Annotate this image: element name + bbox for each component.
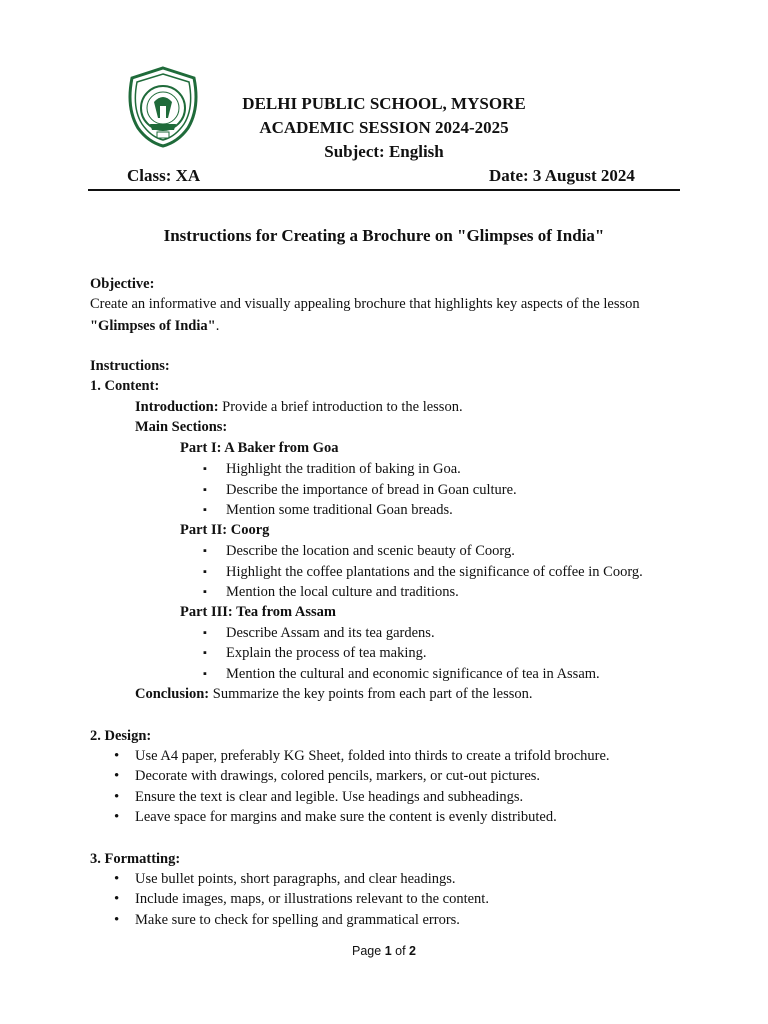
list-item: Describe Assam and its tea gardens. bbox=[226, 625, 435, 641]
bullet-icon: • bbox=[114, 809, 120, 825]
date-label: Date: 3 August 2024 bbox=[489, 166, 635, 185]
content-heading: 1. Content: bbox=[90, 378, 160, 394]
square-bullet-icon: ▪ bbox=[203, 668, 207, 680]
introduction-line bbox=[135, 398, 463, 416]
conclusion-text: Summarize the key points from each part of the lesson. bbox=[209, 686, 533, 702]
part-title: Part II: Coorg bbox=[180, 522, 270, 538]
list-item: Decorate with drawings, colored pencils, markers, or cut-out pictures. bbox=[135, 768, 541, 784]
part-title: Part III: Tea from Assam bbox=[180, 604, 337, 620]
document-title: Instructions for Creating a Brochure on "Glimpses of India" bbox=[163, 226, 605, 245]
school-name: DELHI PUBLIC SCHOOL, MYSORE bbox=[242, 94, 526, 113]
square-bullet-icon: ▪ bbox=[203, 484, 207, 496]
square-bullet-icon: ▪ bbox=[203, 463, 207, 475]
subject: Subject: English bbox=[324, 142, 444, 161]
page-word: Page bbox=[352, 944, 385, 958]
bullet-icon: • bbox=[114, 891, 120, 907]
objective-text: Create an informative and visually appealing brochure that highlights key aspects of the lesson bbox=[90, 296, 640, 312]
page-of: of bbox=[391, 944, 410, 958]
conclusion-label: Conclusion: bbox=[135, 686, 210, 702]
bullet-icon: • bbox=[114, 789, 120, 805]
conclusion-line bbox=[135, 685, 532, 703]
page-total: 2 bbox=[409, 944, 416, 958]
square-bullet-icon: ▪ bbox=[203, 586, 207, 598]
objective-heading: Objective: bbox=[90, 276, 155, 292]
main-sections-label: Main Sections: bbox=[135, 419, 228, 435]
list-item: Use A4 paper, preferably KG Sheet, folded into thirds to create a trifold brochure. bbox=[135, 748, 610, 764]
list-item: Describe the importance of bread in Goan culture. bbox=[226, 482, 517, 498]
instructions-heading: Instructions: bbox=[90, 358, 170, 374]
list-item: Explain the process of tea making. bbox=[226, 645, 427, 661]
square-bullet-icon: ▪ bbox=[203, 566, 207, 578]
square-bullet-icon: ▪ bbox=[203, 504, 207, 516]
class-label: Class: XA bbox=[127, 166, 201, 185]
introduction-label: Introduction: bbox=[135, 399, 219, 415]
design-heading: 2. Design: bbox=[90, 728, 152, 744]
list-item: Mention some traditional Goan breads. bbox=[226, 502, 453, 518]
academic-session: ACADEMIC SESSION 2024-2025 bbox=[259, 118, 509, 137]
bullet-icon: • bbox=[114, 871, 120, 887]
part-title: Part I: A Baker from Goa bbox=[180, 440, 339, 456]
header-divider bbox=[88, 189, 680, 191]
list-item: Highlight the coffee plantations and the significance of coffee in Coorg. bbox=[226, 564, 643, 580]
list-item: Include images, maps, or illustrations relevant to the content. bbox=[135, 891, 489, 907]
list-item: Highlight the tradition of baking in Goa. bbox=[226, 461, 461, 477]
list-item: Describe the location and scenic beauty of Coorg. bbox=[226, 543, 515, 559]
objective-lesson-line bbox=[90, 317, 219, 335]
square-bullet-icon: ▪ bbox=[203, 627, 207, 639]
objective-end: . bbox=[215, 318, 220, 334]
page-footer bbox=[0, 944, 768, 958]
bullet-icon: • bbox=[114, 748, 120, 764]
list-item: Make sure to check for spelling and grammatical errors. bbox=[135, 912, 460, 928]
bullet-icon: • bbox=[114, 768, 120, 784]
list-item: Use bullet points, short paragraphs, and clear headings. bbox=[135, 871, 456, 887]
page-current: 1 bbox=[384, 944, 392, 958]
list-item: Mention the local culture and traditions. bbox=[226, 584, 459, 600]
list-item: Ensure the text is clear and legible. Use headings and subheadings. bbox=[135, 789, 524, 805]
formatting-heading: 3. Formatting: bbox=[90, 851, 181, 867]
square-bullet-icon: ▪ bbox=[203, 647, 207, 659]
lesson-name: "Glimpses of India" bbox=[90, 318, 216, 334]
list-item: Leave space for margins and make sure the content is evenly distributed. bbox=[135, 809, 557, 825]
bullet-icon: • bbox=[114, 912, 120, 928]
list-item: Mention the cultural and economic significance of tea in Assam. bbox=[226, 666, 600, 682]
introduction-text: Provide a brief introduction to the lesson. bbox=[218, 399, 463, 415]
square-bullet-icon: ▪ bbox=[203, 545, 207, 557]
